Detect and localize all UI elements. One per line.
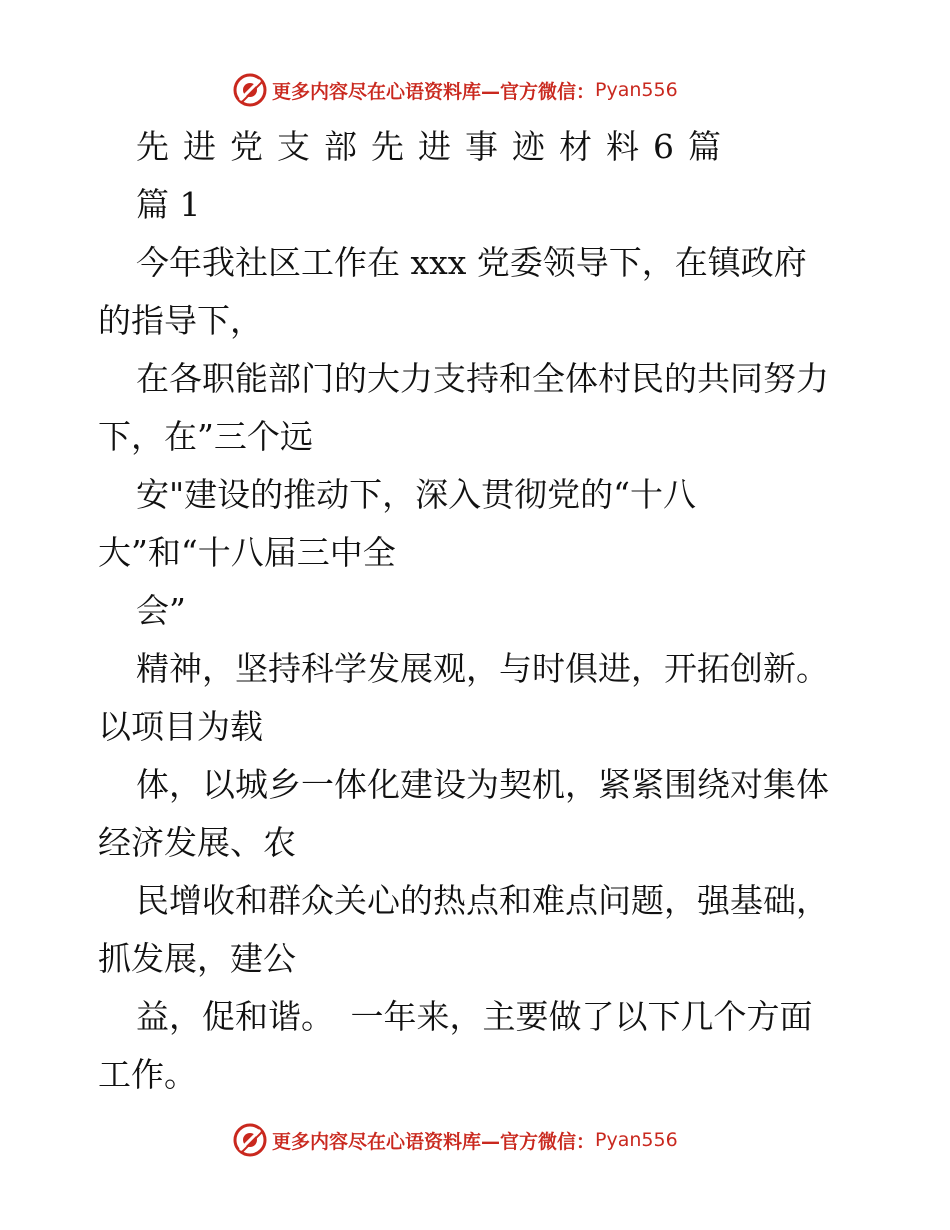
paragraph-line: 民增收和群众关心的热点和难点问题，强基础， — [136, 881, 829, 920]
paragraph-line: 以项目为载 — [98, 707, 263, 746]
paragraph-line: 安"建设的推动下，深入贯彻党的“十八 — [136, 475, 697, 514]
document-title: 先进党支部先进事迹材料6篇 — [136, 127, 735, 166]
footer-banner — [232, 1120, 678, 1160]
brand-logo-icon — [232, 72, 268, 108]
paragraph-line: 在各职能部门的大力支持和全体村民的共同努力 — [136, 359, 829, 398]
banner-text: 更多内容尽在心语资料库—官方微信： — [272, 1130, 596, 1153]
paragraph-line: 精神，坚持科学发展观，与时俱进，开拓创新。 — [136, 649, 829, 688]
brand-logo-icon — [232, 1122, 268, 1158]
document-body — [98, 118, 898, 1104]
section-heading: 篇 1 — [136, 185, 201, 224]
paragraph-line: 益，促和谐。 一年来，主要做了以下几个方面 — [136, 997, 813, 1036]
paragraph-line: 下，在”三个远 — [98, 417, 313, 456]
banner-wechat-id: Pyan556 — [595, 1129, 678, 1151]
banner-wechat-id: Pyan556 — [595, 79, 678, 101]
header-banner — [232, 70, 678, 110]
paragraph-line: 体，以城乡一体化建设为契机，紧紧围绕对集体 — [136, 765, 829, 804]
paragraph-line: 的指导下， — [98, 301, 263, 340]
paragraph-line: 今年我社区工作在 xxx 党委领导下，在镇政府 — [136, 243, 807, 282]
banner-text: 更多内容尽在心语资料库—官方微信： — [272, 80, 596, 103]
paragraph-line: 大”和“十八届三中全 — [98, 533, 396, 572]
paragraph-line: 会” — [136, 591, 186, 630]
paragraph-line: 工作。 — [98, 1055, 197, 1094]
paragraph-line: 经济发展、农 — [98, 823, 296, 862]
paragraph-line: 抓发展，建公 — [98, 939, 296, 978]
